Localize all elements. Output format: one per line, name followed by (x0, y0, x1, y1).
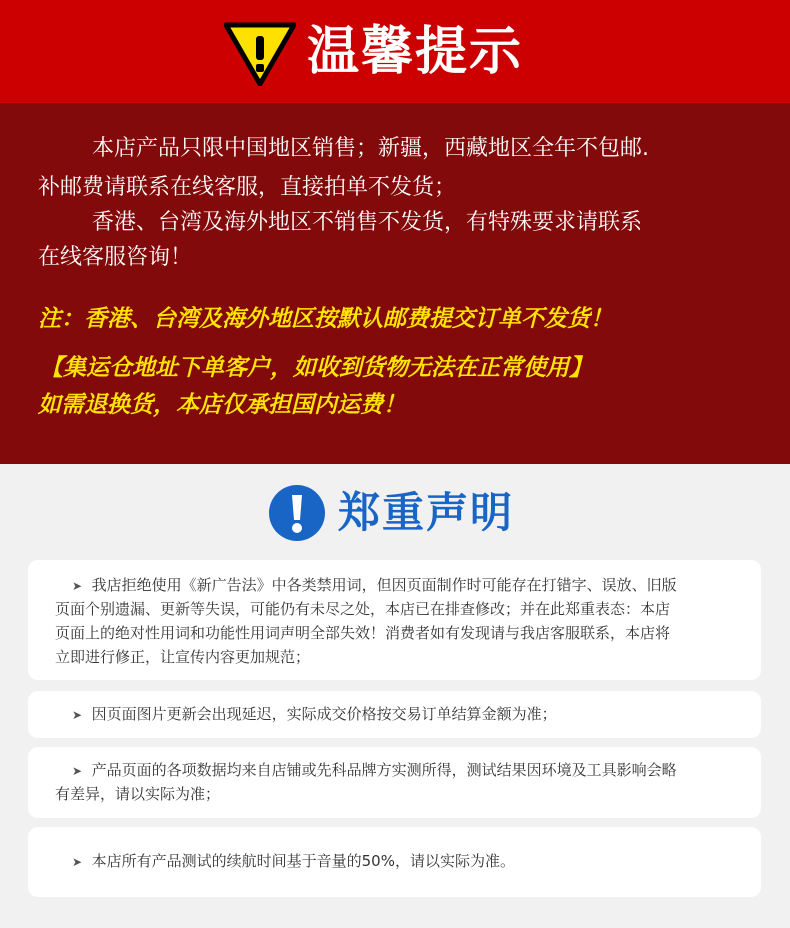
declaration-card (28, 747, 761, 818)
declaration-card (28, 560, 761, 680)
warning-triangle-icon (224, 22, 296, 86)
notice-line: 补邮费请联系在线客服，直接拍单不发货； (38, 175, 457, 200)
card-line (72, 849, 515, 874)
notice-line: 香港、台湾及海外地区不销售不发货，有特殊要求请联系 (92, 210, 643, 235)
warning-header (0, 0, 790, 103)
warning-title: 温馨提示 (307, 22, 524, 82)
notice-line: 本店产品只限中国地区销售；新疆，西藏地区全年不包邮. (92, 136, 649, 161)
card-text: 我店拒绝使用《新广告法》中各类禁用词，但因页面制作时可能存在打错字、误放、旧版 (91, 576, 677, 594)
card-text: 本店所有产品测试的续航时间基于音量的50%，请以实际为准。 (91, 852, 515, 870)
card-text: 因页面图片更新会出现延迟，实际成交价格按交易订单结算金额为准； (91, 705, 557, 723)
arrow-right-icon: ➤ (72, 579, 83, 593)
notice-note: 注：香港、台湾及海外地区按默认邮费提交订单不发货！ (38, 306, 613, 332)
notice-panel (0, 103, 790, 464)
card-line: 页面个别遗漏、更新等失误，可能仍有未尽之处，本店已在排查修改；并在此郑重表态：本店 (55, 600, 671, 618)
card-line (72, 573, 677, 598)
card-line: 页面上的绝对性用词和功能性用词声明全部失效！消费者如有发现请与我店客服联系，本店将 (55, 624, 671, 642)
notice-highlight: 如需退换货，本店仅承担国内运费！ (38, 392, 406, 418)
card-line: 立即进行修正，让宣传内容更加规范； (55, 648, 311, 666)
notice-highlight: 【集运仓地址下单客户，如收到货物无法在正常使用】 (40, 355, 592, 381)
card-text: 产品页面的各项数据均来自店铺或先科品牌方实测所得，测试结果因环境及工具影响会略 (91, 761, 677, 779)
arrow-right-icon: ➤ (72, 764, 83, 778)
notice-line: 在线客服咨询！ (38, 245, 193, 270)
arrow-right-icon: ➤ (72, 708, 83, 722)
card-line (72, 702, 557, 727)
card-line (72, 758, 677, 783)
declaration-title: 郑重声明 (338, 488, 515, 537)
exclamation-circle-icon (268, 484, 326, 542)
declaration-card (28, 691, 761, 738)
card-line: 有差异，请以实际为准； (55, 785, 221, 803)
arrow-right-icon: ➤ (72, 855, 83, 869)
declaration-card (28, 827, 761, 897)
